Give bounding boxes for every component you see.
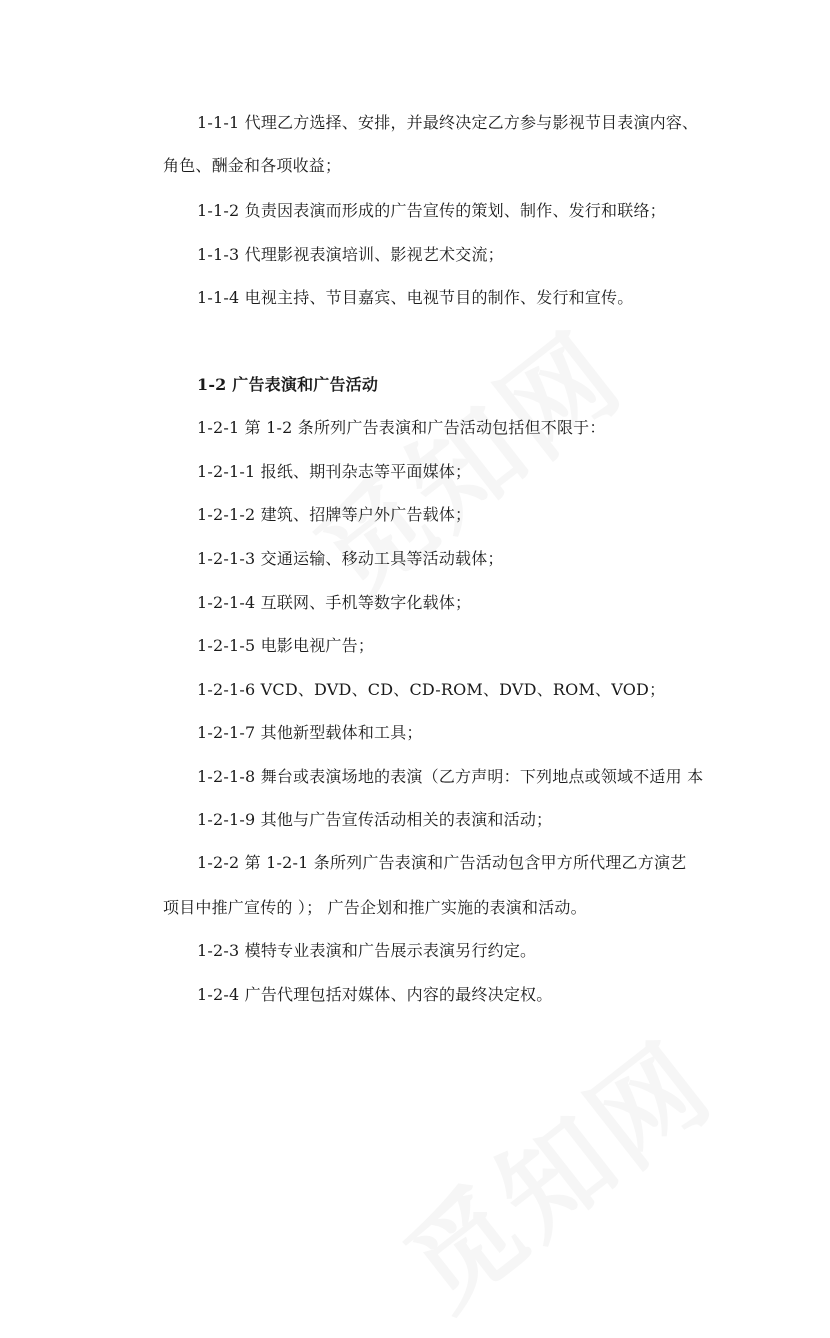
clause-1-1-3: 1-1-3 代理影视表演培训、影视艺术交流； (197, 245, 504, 264)
clause-1-2-1-4: 1-2-1-4 互联网、手机等数字化载体； (197, 593, 472, 612)
clause-1-2-4: 1-2-4 广告代理包括对媒体、内容的最终决定权。 (197, 985, 553, 1004)
clause-1-2-1-8: 1-2-1-8 舞台或表演场地的表演（乙方声明：下列地点或领域不适用 本 (197, 767, 704, 786)
clause-1-2-1-1: 1-2-1-1 报纸、期刊杂志等平面媒体； (197, 462, 472, 481)
clause-1-2-3: 1-2-3 模特专业表演和广告展示表演另行约定。 (197, 941, 537, 960)
clause-1-2-1-6: 1-2-1-6 VCD、DVD、CD、CD-ROM、DVD、ROM、VOD； (197, 680, 666, 699)
clause-1-2-2-continued: 项目中推广宣传的 ）； 广告企划和推广实施的表演和活动。 (163, 898, 587, 917)
clause-1-2-1-5: 1-2-1-5 电影电视广告； (197, 636, 375, 655)
clause-1-2-1-2: 1-2-1-2 建筑、招牌等户外广告载体； (197, 505, 472, 524)
clause-1-1-2: 1-1-2 负责因表演而形成的广告宣传的策划、制作、发行和联络； (197, 201, 666, 220)
clause-1-2-1-3: 1-2-1-3 交通运输、移动工具等活动载体； (197, 549, 504, 568)
clause-1-2-2: 1-2-2 第 1-2-1 条所列广告表演和广告活动包含甲方所代理乙方演艺 (197, 853, 687, 872)
clause-1-1-4: 1-1-4 电视主持、节目嘉宾、电视节目的制作、发行和宣传。 (197, 288, 634, 307)
clause-1-2-1-9: 1-2-1-9 其他与广告宣传活动相关的表演和活动； (197, 810, 553, 829)
watermark-logo (278, 290, 650, 629)
clause-1-2-1-7: 1-2-1-7 其他新型载体和工具； (197, 723, 423, 742)
clause-1-1-1-continued: 角色、酬金和各项收益； (163, 156, 342, 175)
watermark-logo (368, 1000, 740, 1338)
section-heading-1-2: 1-2 广告表演和广告活动 (197, 375, 379, 394)
clause-1-1-1: 1-1-1 代理乙方选择、安排，并最终决定乙方参与影视节目表演内容、 (197, 113, 699, 132)
clause-1-2-1: 1-2-1 第 1-2 条所列广告表演和广告活动包括但不限于： (197, 418, 606, 437)
